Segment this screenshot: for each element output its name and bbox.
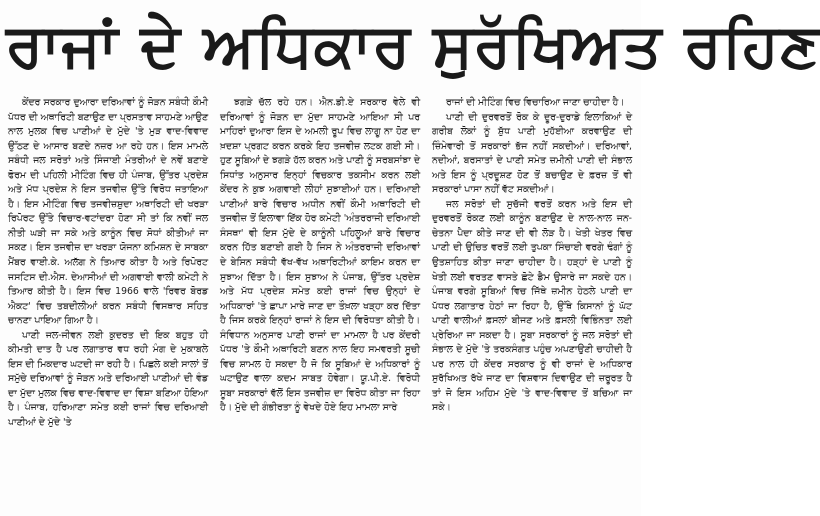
paragraph: ਪਾਣੀ ਜਲ-ਜੀਵਨ ਲਈ ਕੁਦਰਤ ਦੀ ਇਕ ਬਹੁਤ ਹੀ ਕੀਮਤੀ ਦਾਤ ਹੈ ਪਰ ਲਗਾਤਾਰ ਵਧ ਰਹੀ ਮੰਗ ਦੇ ਮੁਕਾਬਲੇ ਇਸ ਦੀ ਮਿਕਦਾਰ ਘਟਦੀ ਜਾ ਰਹੀ ਹੈ। ਪਿਛਲੇ ਕਈ ਸਾਲਾਂ ਤੋਂ ਸਮੁੱਚੇ ਦਰਿਆਵਾਂ ਨੂੰ ਜੋੜਨ ਅਤੇ ਦਰਿਆਈ ਪਾਣੀਆਂ ਦੀ ਵੰਡ ਦਾ ਮੁੱਦਾ ਮੁਲਕ ਵਿਚ ਵਾਦ-ਵਿਵਾਦ ਦਾ ਵਿਸ਼ਾ ਬਣਿਆ ਹੋਇਆ ਹੈ। ਪੰਜਾਬ, ਹਰਿਆਣਾ ਸਮੇਤ ਕਈ ਰਾਜਾਂ ਵਿਚ ਦਰਿਆਈ ਪਾਣੀਆਂ ਦੇ ਮੁੱਦੇ 'ਤੇ: [8, 329, 208, 429]
article-column-2: [220, 96, 420, 512]
paragraph: ਪਾਣੀ ਦੀ ਦੁਰਵਰਤੋਂ ਰੋਕ ਕੇ ਦੂਰ-ਦੁਰਾਡੇ ਇਲਾਕਿਆਂ ਦੇ ਗਰੀਬ ਲੋਕਾਂ ਨੂੰ ਸ਼ੁੱਧ ਪਾਣੀ ਮੁਹੱਈਆ ਕਰਵਾਉਣ ਦੀ ਜ਼ਿੰਮੇਵਾਰੀ ਤੋਂ ਸਰਕਾਰਾਂ ਭੱਜ ਨਹੀਂ ਸਕਦੀਆਂ। ਦਰਿਆਵਾਂ, ਨਦੀਆਂ, ਬਰਸਾਤਾਂ ਦੇ ਪਾਣੀ ਸਮੇਤ ਜ਼ਮੀਨੀ ਪਾਣੀ ਦੀ ਸੰਭਾਲ ਅਤੇ ਇਸ ਨੂੰ ਪ੍ਰਦੂਸ਼ਣ ਹੋਣ ਤੋਂ ਬਚਾਉਣ ਦੇ ਫ਼ਰਜ਼ ਤੋਂ ਵੀ ਸਰਕਾਰਾਂ ਪਾਸਾ ਨਹੀਂ ਵੱਟ ਸਕਦੀਆਂ।: [432, 111, 632, 196]
paragraph: ਝਗੜੇ ਚੱਲ ਰਹੇ ਹਨ। ਐਨ.ਡੀ.ਏ ਸਰਕਾਰ ਵੇਲੇ ਵੀ ਦਰਿਆਵਾਂ ਨੂੰ ਜੋੜਨ ਦਾ ਮੁੱਦਾ ਸਾਹਮਣੇ ਆਇਆ ਸੀ ਪਰ ਮਾਹਿਰਾਂ ਦੁਆਰਾ ਇਸ ਦੇ ਅਮਲੀ ਰੂਪ ਵਿਚ ਲਾਗੂ ਨਾ ਹੋਣ ਦਾ ਖ਼ਦਸ਼ਾ ਪ੍ਰਗਟ ਕਰਨ ਕਰਕੇ ਇਹ ਤਜਵੀਜ਼ ਲਟਕ ਗਈ ਸੀ। ਹੁਣ ਸੂਬਿਆਂ ਦੇ ਝਗੜੇ ਹੱਲ ਕਰਨ ਅਤੇ ਪਾਣੀ ਨੂੰ ਸਰਬਸਾਂਝਾ ਦੇ ਸਿਧਾਂਤ ਅਨੁਸਾਰ ਇਨ੍ਹਾਂ ਵਿਚਕਾਰ ਤਕਸੀਮ ਕਰਨ ਲਈ ਕੇਂਦਰ ਨੇ ਕੁਝ ਅਗਵਾਈ ਲੀਹਾਂ ਸੁਝਾਈਆਂ ਹਨ। ਦਰਿਆਈ ਪਾਣੀਆਂ ਬਾਰੇ ਵਿਚਾਰ ਅਧੀਨ ਨਵੀਂ ਕੌਮੀ ਅਥਾਰਿਟੀ ਦੀ ਤਜਵੀਜ਼ ਤੋਂ ਇਲਾਵਾ ਇੱਕ ਹੋਰ ਕਮੇਟੀ 'ਅੰਤਰਰਾਜੀ ਦਰਿਆਈ ਸੰਸਥਾ' ਵੀ ਇਸ ਮੁੱਦੇ ਦੇ ਕਾਨੂੰਨੀ ਪਹਿਲੂਆਂ ਬਾਰੇ ਵਿਚਾਰ ਕਰਨ ਹਿੱਤ ਬਣਾਈ ਗਈ ਹੈ ਜਿਸ ਨੇ ਅੰਤਰਰਾਜੀ ਦਰਿਆਵਾਂ ਦੇ ਬੇਸਿਨ ਸਬੰਧੀ ਵੱਖ-ਵੱਖ ਅਥਾਰਿਟੀਆਂ ਕਾਇਮ ਕਰਨ ਦਾ ਸੁਝਾਅ ਦਿੱਤਾ ਹੈ। ਇਸ ਸੁਝਾਅ ਨੇ ਪੰਜਾਬ, ਉੱਤਰ ਪ੍ਰਦੇਸ਼ ਅਤੇ ਮੱਧ ਪ੍ਰਦੇਸ਼ ਸਮੇਤ ਕਈ ਰਾਜਾਂ ਵਿਚ ਉਨ੍ਹਾਂ ਦੇ ਅਧਿਕਾਰਾਂ 'ਤੇ ਛਾਪਾ ਮਾਰੇ ਜਾਣ ਦਾ ਤੌਖ਼ਲਾ ਖੜ੍ਹਾ ਕਰ ਦਿੱਤਾ ਹੈ ਜਿਸ ਕਰਕੇ ਇਨ੍ਹਾਂ ਰਾਜਾਂ ਨੇ ਇਸ ਦੀ ਵਿਰੋਧਤਾ ਕੀਤੀ ਹੈ। ਸੰਵਿਧਾਨ ਅਨੁਸਾਰ ਪਾਣੀ ਰਾਜਾਂ ਦਾ ਮਾਮਲਾ ਹੈ ਪਰ ਕੇਂਦਰੀ ਪੱਧਰ 'ਤੇ ਕੌਮੀ ਅਥਾਰਿਟੀ ਬਣਨ ਨਾਲ ਇਹ ਸਮਵਰਤੀ ਸੂਚੀ ਵਿਚ ਸ਼ਾਮਲ ਹੋ ਸਕਦਾ ਹੈ ਜੋ ਕਿ ਸੂਬਿਆਂ ਦੇ ਅਧਿਕਾਰਾਂ ਨੂੰ ਘਟਾਉਣ ਵਾਲਾ ਕਦਮ ਸਾਬਤ ਹੋਵੇਗਾ। ਯੂ.ਪੀ.ਏ. ਵਿਰੋਧੀ ਸੂਬਾ ਸਰਕਾਰਾਂ ਵੱਲੋਂ ਇਸ ਤਜਵੀਜ਼ ਦਾ ਵਿਰੋਧ ਕੀਤਾ ਜਾ ਰਿਹਾ ਹੈ। ਮੁੱਦੇ ਦੀ ਗੰਭੀਰਤਾ ਨੂੰ ਵੇਖਦੇ ਹੋਏ ਇਹ ਮਾਮਲਾ ਸਾਰੇ: [220, 97, 420, 414]
headline: ਰਾਜਾਂ ਦੇ ਅਧਿਕਾਰ ਸੁਰੱਖਿਅਤ ਰਹਿਣ: [6, 11, 820, 81]
paragraph: ਜਲ ਸਰੋਤਾਂ ਦੀ ਸੁਚੱਜੀ ਵਰਤੋਂ ਕਰਨ ਅਤੇ ਇਸ ਦੀ ਦੁਰਵਰਤੋਂ ਰੋਕਣ ਲਈ ਕਾਨੂੰਨ ਬਣਾਉਣ ਦੇ ਨਾਲ-ਨਾਲ ਜਨ-ਚੇਤਨਾ ਪੈਦਾ ਕੀਤੇ ਜਾਣ ਦੀ ਵੀ ਲੋੜ ਹੈ। ਖੇਤੀ ਖੇਤਰ ਵਿਚ ਪਾਣੀ ਦੀ ਉਚਿਤ ਵਰਤੋਂ ਲਈ ਤੁਪਕਾ ਸਿੰਚਾਈ ਵਰਗੇ ਢੰਗਾਂ ਨੂੰ ਉਤਸ਼ਾਹਿਤ ਕੀਤਾ ਜਾਣਾ ਚਾਹੀਦਾ ਹੈ। ਹੜ੍ਹਾਂ ਦੇ ਪਾਣੀ ਨੂੰ ਖੇਤੀ ਲਈ ਵਰਤਣ ਵਾਸਤੇ ਛੋਟੇ ਡੈਮ ਉਸਾਰੇ ਜਾ ਸਕਦੇ ਹਨ। ਪੰਜਾਬ ਵਰਗੇ ਸੂਬਿਆਂ ਵਿਚ ਜਿੱਥੇ ਜ਼ਮੀਨ ਹੇਠਲੇ ਪਾਣੀ ਦਾ ਪੱਧਰ ਲਗਾਤਾਰ ਹੇਠਾਂ ਜਾ ਰਿਹਾ ਹੈ, ਉੱਥੇ ਕਿਸਾਨਾਂ ਨੂੰ ਘੱਟ ਪਾਣੀ ਵਾਲੀਆਂ ਫ਼ਸਲਾਂ ਬੀਜਣ ਅਤੇ ਫ਼ਸਲੀ ਵਿਭਿੰਨਤਾ ਲਈ ਪ੍ਰੇਰਿਆ ਜਾ ਸਕਦਾ ਹੈ। ਸੂਬਾ ਸਰਕਾਰਾਂ ਨੂੰ ਜਲ ਸਰੋਤਾਂ ਦੀ ਸੰਭਾਲ ਦੇ ਮੁੱਦੇ 'ਤੇ ਤਰਕਸੰਗਤ ਪਹੁੰਚ ਅਪਣਾਉਣੀ ਚਾਹੀਦੀ ਹੈ ਪਰ ਨਾਲ ਹੀ ਕੇਂਦਰ ਸਰਕਾਰ ਨੂੰ ਵੀ ਰਾਜਾਂ ਦੇ ਅਧਿਕਾਰ ਸੁਰੱਖਿਅਤ ਰੱਖੇ ਜਾਣ ਦਾ ਵਿਸ਼ਵਾਸ ਦਿਵਾਉਣ ਦੀ ਜ਼ਰੂਰਤ ਹੈ ਤਾਂ ਜੋ ਇਸ ਅਹਿਮ ਮੁੱਦੇ 'ਤੇ ਵਾਦ-ਵਿਵਾਦ ਤੋਂ ਬਚਿਆ ਜਾ ਸਕੇ।: [432, 198, 632, 414]
article-column-3: [432, 96, 632, 512]
paragraph: ਰਾਜਾਂ ਦੀ ਮੀਟਿੰਗ ਵਿਚ ਵਿਚਾਰਿਆ ਜਾਣਾ ਚਾਹੀਦਾ ਹੈ।: [446, 97, 625, 108]
paragraph: ਕੇਂਦਰ ਸਰਕਾਰ ਦੁਆਰਾ ਦਰਿਆਵਾਂ ਨੂੰ ਜੋੜਨ ਸਬੰਧੀ ਕੌਮੀ ਪੱਧਰ ਦੀ ਅਥਾਰਿਟੀ ਬਣਾਉਣ ਦਾ ਪ੍ਰਸਤਾਵ ਸਾਹਮਣੇ ਆਉਣ ਨਾਲ ਮੁਲਕ ਵਿਚ ਪਾਣੀਆਂ ਦੇ ਮੁੱਦੇ 'ਤੇ ਮੁੜ ਵਾਦ-ਵਿਵਾਦ ਉੱਠਣ ਦੇ ਆਸਾਰ ਬਣਦੇ ਨਜ਼ਰ ਆ ਰਹੇ ਹਨ। ਇਸ ਮਾਮਲੇ ਸਬੰਧੀ ਜਲ ਸਰੋਤਾਂ ਅਤੇ ਸਿੰਜਾਈ ਮੰਤਰੀਆਂ ਦੇ ਨਵੇਂ ਬਣਾਏ ਫੋਰਮ ਦੀ ਪਹਿਲੀ ਮੀਟਿੰਗ ਵਿਚ ਹੀ ਪੰਜਾਬ, ਉੱਤਰ ਪ੍ਰਦੇਸ਼ ਅਤੇ ਮੱਧ ਪ੍ਰਦੇਸ਼ ਨੇ ਇਸ ਤਜਵੀਜ਼ ਉੱਤੇ ਵਿਰੋਧ ਜਤਾਇਆ ਹੈ। ਇਸ ਮੀਟਿੰਗ ਵਿਚ ਤਜਵੀਜ਼ਸ਼ੁਦਾ ਅਥਾਰਿਟੀ ਦੀ ਖਰੜਾ ਰਿਪੋਰਟ ਉੱਤੇ ਵਿਚਾਰ-ਵਟਾਂਦਰਾ ਹੋਣਾ ਸੀ ਤਾਂ ਕਿ ਨਵੀਂ ਜਲ ਨੀਤੀ ਘੜੀ ਜਾ ਸਕੇ ਅਤੇ ਕਾਨੂੰਨ ਵਿਚ ਸੋਧਾਂ ਕੀਤੀਆਂ ਜਾ ਸਕਣ। ਇਸ ਤਜਵੀਜ਼ ਦਾ ਖਰੜਾ ਯੋਜਨਾ ਕਮਿਸ਼ਨ ਦੇ ਸਾਬਕਾ ਮੈਂਬਰ ਵਾਈ.ਕੇ. ਅਲੱਗ ਨੇ ਤਿਆਰ ਕੀਤਾ ਹੈ ਅਤੇ ਰਿਪੋਰਟ ਜਸਟਿਸ ਦੀ.ਐਸ. ਦੇਆਸੀਆਂ ਦੀ ਅਗਵਾਈ ਵਾਲੀ ਕਮੇਟੀ ਨੇ ਤਿਆਰ ਕੀਤੀ ਹੈ। ਇਸ ਵਿਚ 1966 ਵਾਲੇ 'ਰਿਵਰ ਬੋਰਡ ਐਕਟ' ਵਿਚ ਤਬਦੀਲੀਆਂ ਕਰਨ ਸਬੰਧੀ ਵਿਸਥਾਰ ਸਹਿਤ ਚਾਨਣਾ ਪਾਇਆ ਗਿਆ ਹੈ।: [8, 97, 208, 327]
article-body: [8, 96, 632, 512]
article-column-1: [8, 96, 208, 512]
